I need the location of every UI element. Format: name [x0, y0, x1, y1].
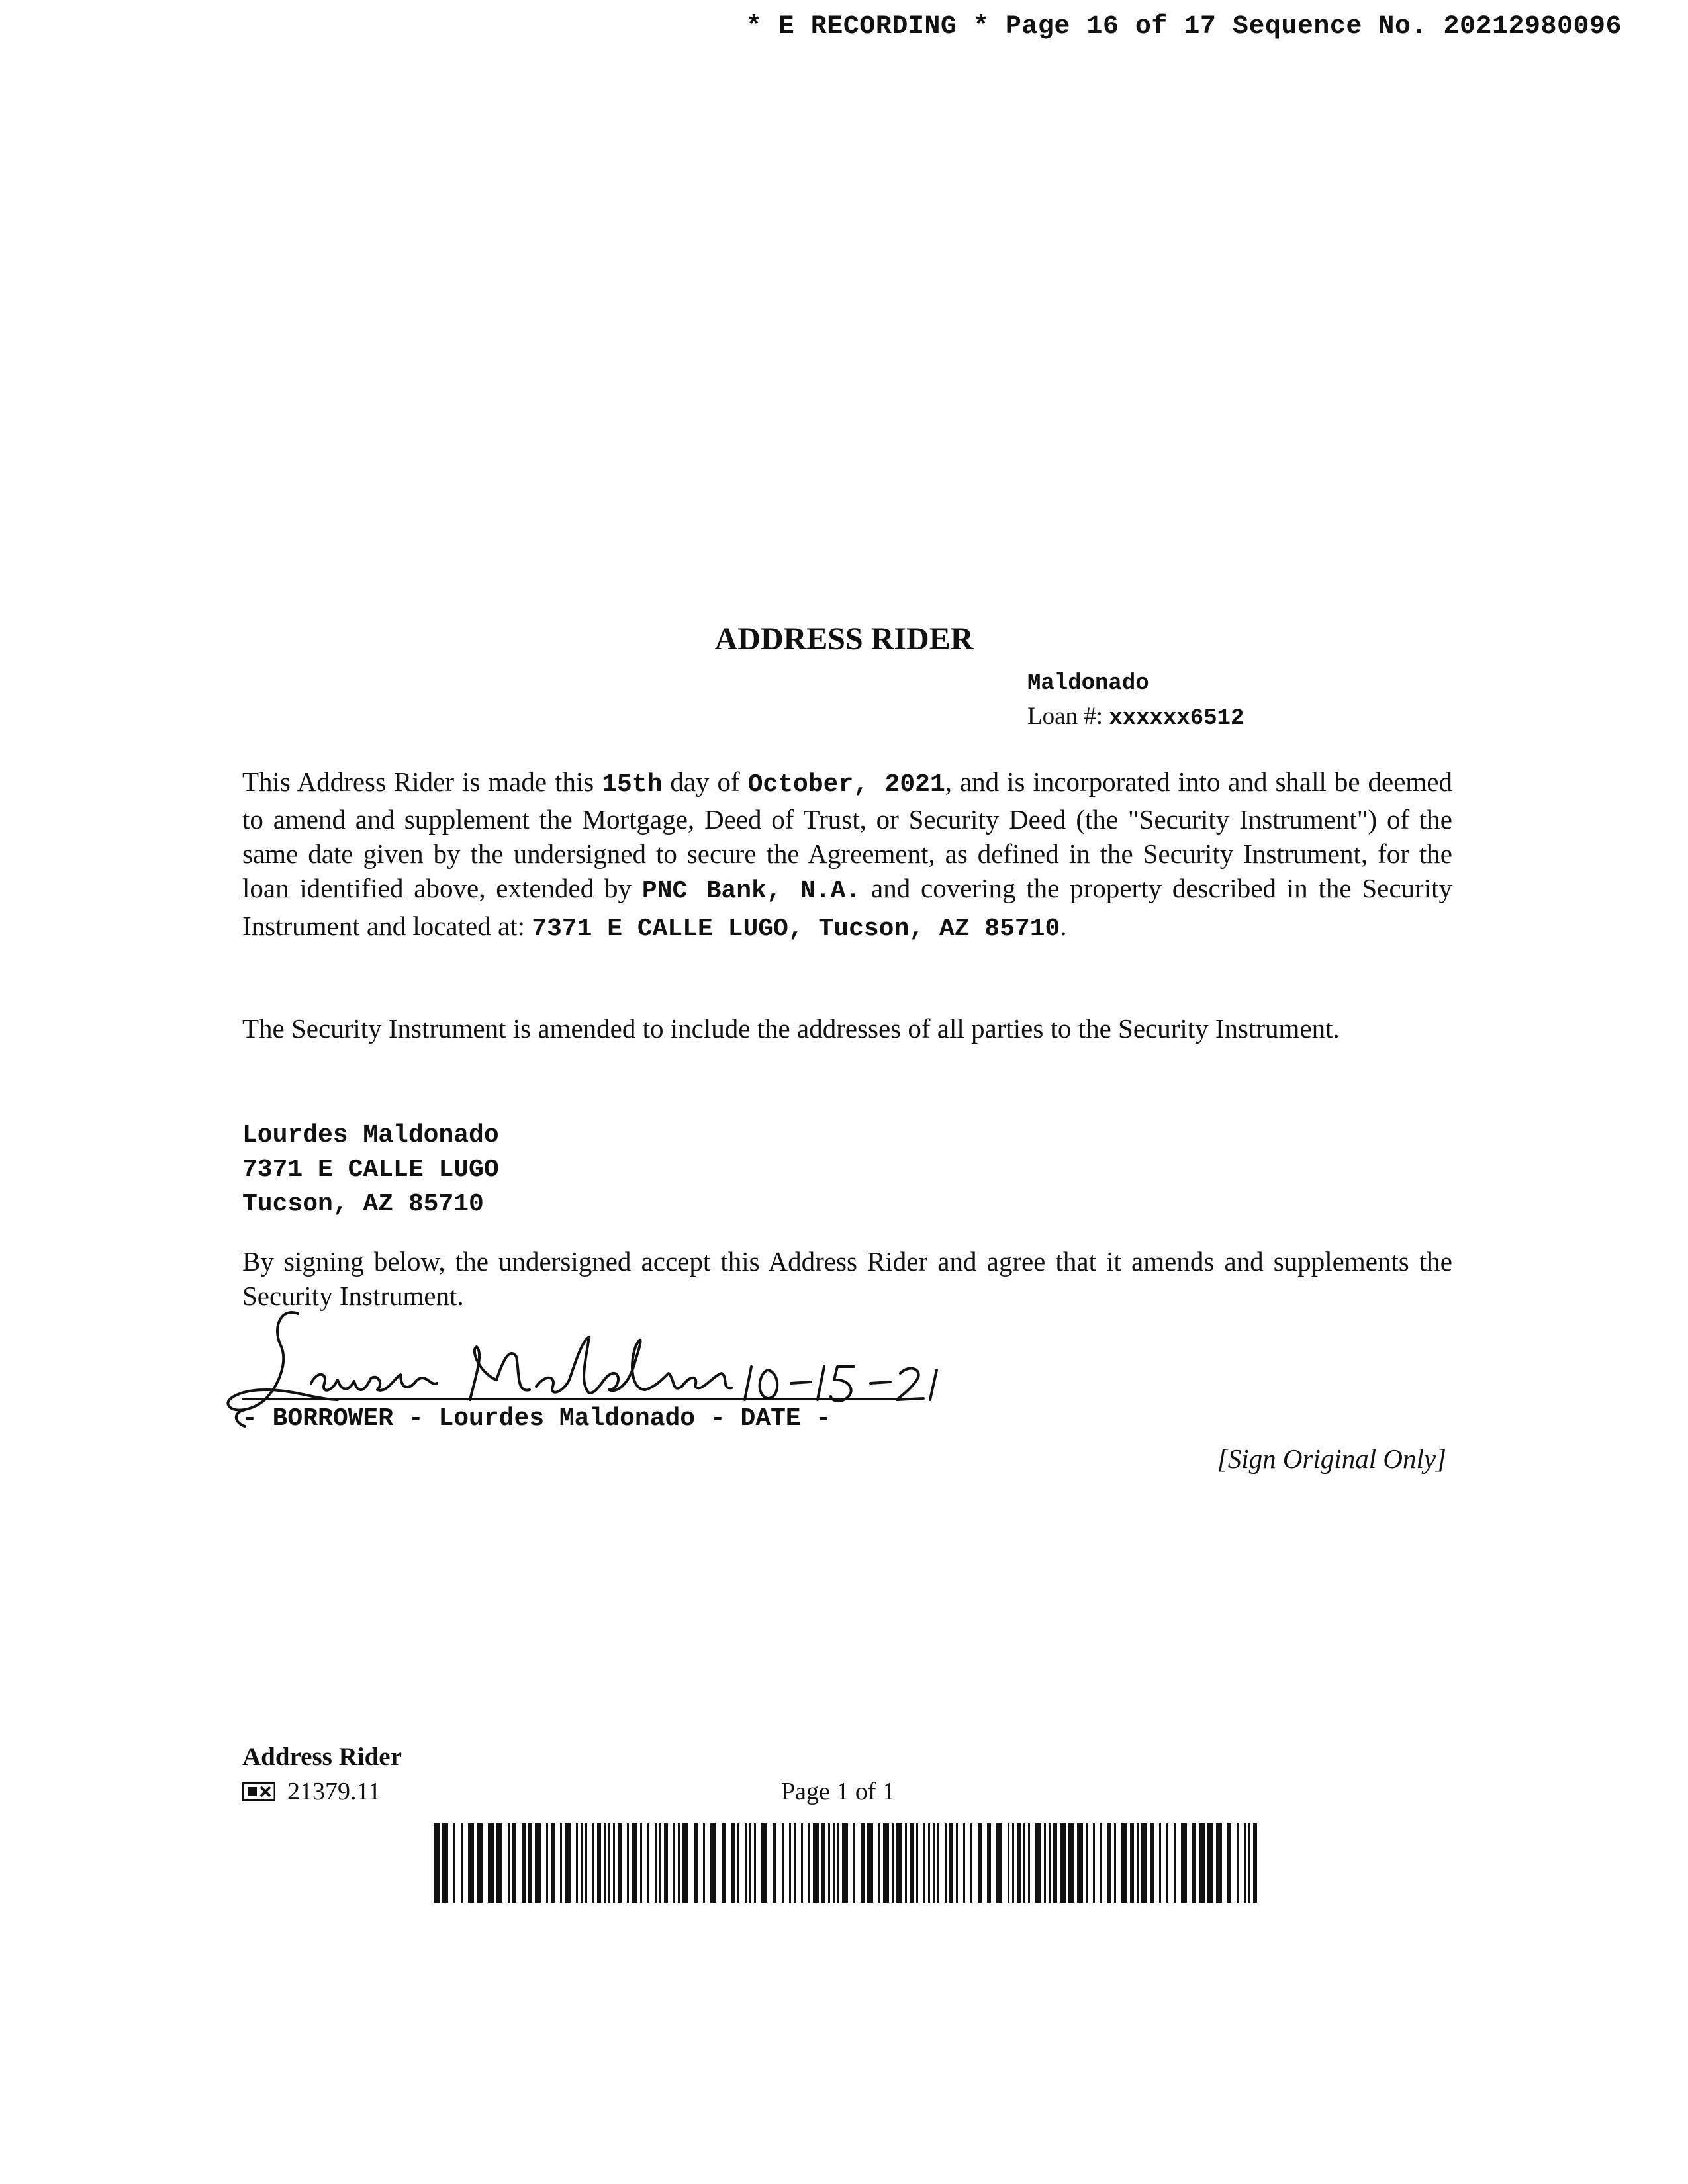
barcode-bar — [1237, 1823, 1239, 1903]
barcode-bar — [1207, 1823, 1213, 1903]
property-address: 7371 E CALLE LUGO, Tucson, AZ 85710 — [532, 915, 1060, 943]
barcode-bar — [1100, 1823, 1102, 1903]
barcode-bar — [737, 1823, 739, 1903]
barcode-bar — [1008, 1823, 1009, 1903]
rider-day: 15th — [602, 770, 663, 799]
barcode-bar — [1017, 1823, 1021, 1903]
borrower-address — [242, 1118, 499, 1222]
barcode-bar — [1192, 1823, 1196, 1903]
p1-text-3: , and is incorporated into and shall be deemed to amend and supplement the Mortgage, Deed of Trust, or Security Deed (the "Security Instrument") of the same date given by the undersigned to secure the Agreement, as defined in the Security Instrument, for the loan identified above, extended by — [242, 766, 1452, 903]
barcode-bar — [1141, 1823, 1147, 1903]
barcode-bar — [453, 1823, 455, 1903]
barcode-bar — [949, 1823, 953, 1903]
barcode-bar — [933, 1823, 935, 1903]
loan-reference — [1027, 667, 1244, 735]
barcode-bar — [1244, 1823, 1246, 1903]
footer-form-id — [242, 1777, 381, 1806]
barcode-bar — [945, 1823, 947, 1903]
barcode-bar — [892, 1823, 894, 1903]
barcode-bar — [673, 1823, 675, 1903]
barcode-image — [434, 1823, 1261, 1903]
barcode-bar — [853, 1823, 855, 1903]
barcode-bar — [597, 1823, 601, 1903]
barcode-bar — [833, 1823, 835, 1903]
barcode-bar — [896, 1823, 902, 1903]
barcode-bar — [923, 1823, 925, 1903]
barcode-bar — [442, 1823, 448, 1903]
barcode-bar — [1253, 1823, 1257, 1903]
barcode-bar — [1049, 1823, 1051, 1903]
p1-text-2: day of — [662, 766, 748, 797]
p1-text-5: . — [1060, 911, 1067, 941]
barcode-bar — [963, 1823, 965, 1903]
barcode-bar — [608, 1823, 610, 1903]
barcode-bar — [1216, 1823, 1222, 1903]
loan-number: xxxxxx6512 — [1109, 706, 1244, 731]
barcode-bar — [754, 1823, 756, 1903]
barcode-bar — [996, 1823, 1002, 1903]
borrower-city: Tucson, AZ 85710 — [242, 1190, 484, 1218]
barcode-bar — [745, 1823, 747, 1903]
barcode-bar — [477, 1823, 483, 1903]
barcode-bar — [749, 1823, 751, 1903]
barcode-bar — [1012, 1823, 1014, 1903]
barcode-bar — [535, 1823, 541, 1903]
barcode-bar — [528, 1823, 532, 1903]
barcode-bar — [928, 1823, 930, 1903]
barcode-bar — [1107, 1823, 1111, 1903]
barcode-bar — [1130, 1823, 1134, 1903]
barcode-bar — [1053, 1823, 1057, 1903]
barcode-bar — [613, 1823, 615, 1903]
amendment-paragraph: The Security Instrument is amended to include the addresses of all parties to the Security Instrument. — [242, 1013, 1340, 1044]
barcode-bar — [1028, 1823, 1030, 1903]
barcode-bar — [1248, 1823, 1250, 1903]
footer-form-title: Address Rider — [242, 1743, 402, 1771]
barcode-bar — [987, 1823, 991, 1903]
signature-line — [242, 1398, 904, 1400]
loan-label: Loan #: — [1027, 703, 1103, 730]
barcode-bar — [488, 1823, 494, 1903]
barcode-bar — [1060, 1823, 1066, 1903]
barcode-bar — [910, 1823, 914, 1903]
barcode-bar — [647, 1823, 649, 1903]
barcode-bar — [581, 1823, 583, 1903]
barcode-bar — [678, 1823, 680, 1903]
barcode-bar — [789, 1823, 791, 1903]
barcode-bar — [496, 1823, 502, 1903]
barcode-bar — [1174, 1823, 1176, 1903]
barcode-bar — [659, 1823, 661, 1903]
barcode-bar — [1068, 1823, 1074, 1903]
barcode-bar — [867, 1823, 873, 1903]
barcode-bar — [1181, 1823, 1187, 1903]
barcode-bar — [808, 1823, 810, 1903]
barcode-bar — [1086, 1823, 1088, 1903]
barcode-bar — [821, 1823, 825, 1903]
rider-paragraph — [242, 764, 1452, 946]
loan-number-line — [1027, 700, 1244, 735]
barcode-bar — [585, 1823, 587, 1903]
barcode-bar — [937, 1823, 939, 1903]
barcode-bar — [1023, 1823, 1025, 1903]
barcode-bar — [1114, 1823, 1116, 1903]
barcode-bar — [551, 1823, 555, 1903]
barcode-bar — [632, 1823, 637, 1903]
barcode-bar — [773, 1823, 776, 1903]
barcode-bar — [655, 1823, 657, 1903]
barcode-bar — [1044, 1823, 1046, 1903]
borrower-signature-caption: - BORROWER - Lourdes Maldonado - DATE - — [242, 1404, 831, 1433]
barcode-bar — [801, 1823, 803, 1903]
barcode-bar — [837, 1823, 839, 1903]
barcode-bar — [618, 1823, 622, 1903]
barcode-bar — [1121, 1823, 1127, 1903]
page-count: Page 1 of 1 — [781, 1778, 896, 1805]
barcode-bar — [1199, 1823, 1205, 1903]
borrower-name: Lourdes Maldonado — [242, 1121, 499, 1150]
p1-text-1: This Address Rider is made this — [242, 766, 602, 797]
barcode-bar — [842, 1823, 848, 1903]
barcode-bar — [565, 1823, 571, 1903]
barcode-bar — [461, 1823, 463, 1903]
form-provider-logo-icon — [242, 1782, 275, 1801]
barcode-bar — [627, 1823, 629, 1903]
barcode-bar — [710, 1823, 716, 1903]
barcode-bar — [978, 1823, 982, 1903]
barcode-bar — [722, 1823, 726, 1903]
barcode-bar — [694, 1823, 698, 1903]
p1-text-4: and covering the property described in the Security Instrument and located at: — [242, 873, 1452, 941]
form-number: 21379.11 — [287, 1778, 381, 1805]
barcode-bar — [640, 1823, 642, 1903]
barcode-bar — [782, 1823, 784, 1903]
barcode-bar — [878, 1823, 880, 1903]
borrower-street: 7371 E CALLE LUGO — [242, 1156, 499, 1184]
barcode-bar — [664, 1823, 668, 1903]
barcode-bar — [434, 1823, 440, 1903]
barcode-bar — [794, 1823, 796, 1903]
sign-original-note: [Sign Original Only] — [1217, 1443, 1446, 1474]
barcode-bar — [560, 1823, 562, 1903]
barcode-bar — [731, 1823, 735, 1903]
barcode-bar — [970, 1823, 972, 1903]
barcode-bar — [703, 1823, 705, 1903]
barcode-bar — [861, 1823, 865, 1903]
barcode-bar — [576, 1823, 578, 1903]
barcode-bar — [916, 1823, 918, 1903]
document-title: ADDRESS RIDER — [714, 621, 974, 657]
rider-month-year: October, 2021 — [747, 770, 945, 799]
barcode-bar — [813, 1823, 819, 1903]
barcode-bar — [1093, 1823, 1095, 1903]
acceptance-paragraph: By signing below, the undersigned accept this Address Rider and agree that it amends and supplements the Security Instrument. — [242, 1246, 1452, 1311]
barcode-bar — [468, 1823, 474, 1903]
barcode-bar — [761, 1823, 767, 1903]
barcode-bar — [522, 1823, 526, 1903]
barcode-bar — [508, 1823, 510, 1903]
barcode-bar — [905, 1823, 907, 1903]
barcode-bar — [956, 1823, 958, 1903]
barcode-bar — [604, 1823, 606, 1903]
recording-header: * E RECORDING * Page 16 of 17 Sequence No. 20212980096 — [745, 12, 1622, 42]
barcode-bar — [1166, 1823, 1168, 1903]
barcode-bar — [1150, 1823, 1154, 1903]
barcode-bar — [828, 1823, 830, 1903]
barcode-bar — [512, 1823, 516, 1903]
barcode-bar — [1159, 1823, 1161, 1903]
barcode-bar — [883, 1823, 889, 1903]
barcode-bar — [1077, 1823, 1083, 1903]
borrower-last-name: Maldonado — [1027, 671, 1149, 696]
barcode-bar — [546, 1823, 548, 1903]
barcode-bar — [682, 1823, 688, 1903]
barcode-bar — [1137, 1823, 1139, 1903]
barcode-bar — [1227, 1823, 1231, 1903]
lender-name: PNC Bank, N.A. — [641, 877, 861, 905]
barcode-bar — [592, 1823, 594, 1903]
barcode-bar — [1035, 1823, 1041, 1903]
